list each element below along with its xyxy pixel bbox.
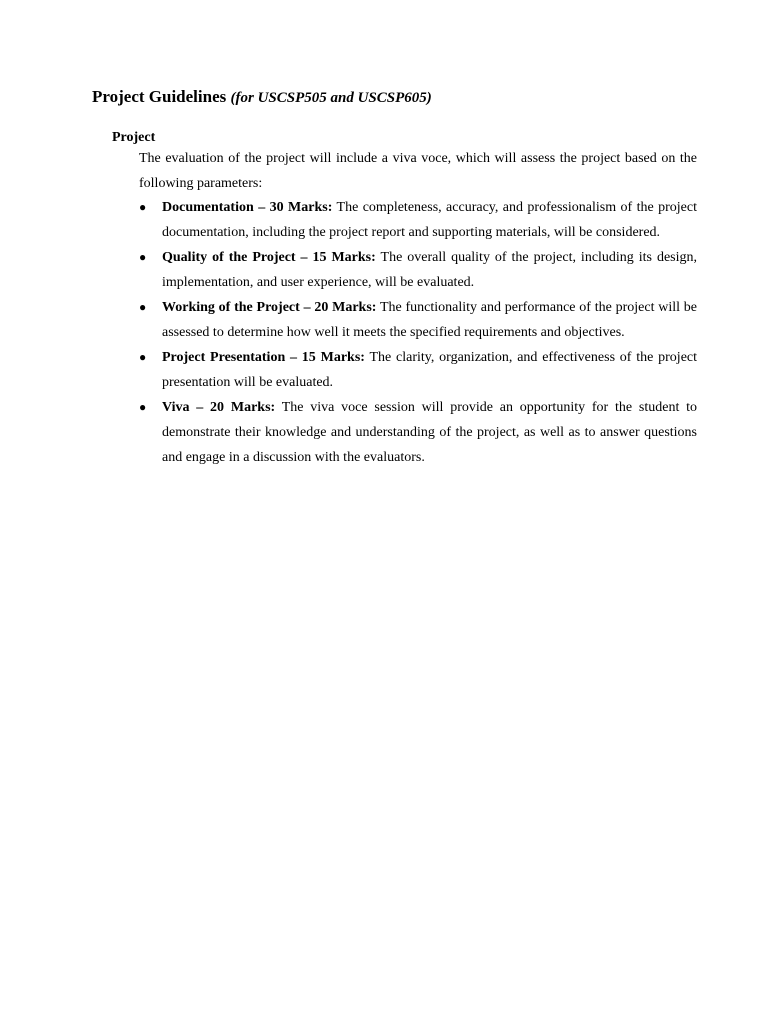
criterion-documentation <box>139 195 697 245</box>
bullet-icon: ● <box>139 250 147 264</box>
page-title <box>92 86 432 109</box>
criterion-quality <box>139 245 697 295</box>
criterion-label: Quality of the Project – 15 Marks: <box>162 250 376 265</box>
criterion-working <box>139 295 697 345</box>
criterion-label: Documentation – 30 Marks: <box>162 200 333 215</box>
criterion-label: Viva – 20 Marks: <box>162 400 276 415</box>
criteria-list <box>139 195 697 470</box>
bullet-icon: ● <box>139 400 147 414</box>
bullet-icon: ● <box>139 200 147 214</box>
criterion-label: Project Presentation – 15 Marks: <box>162 350 365 365</box>
criterion-description: The clarity, organization, and effectiveness of the project presentation will be evaluated. <box>162 350 698 390</box>
title-course-note: (for USCSP505 and USCSP605) <box>230 90 432 106</box>
intro-paragraph: The evaluation of the project will include a viva voce, which will assess the project based on the following parameters: <box>139 151 697 191</box>
criterion-description: The viva voce session will provide an opportunity for the student to demonstrate their knowledge and understanding of the project, as well as to answer questions and engage in a discussion with the evaluators. <box>162 400 698 465</box>
criterion-description: The functionality and performance of the project will be assessed to determine how well it meets the specified requirements and objectives. <box>162 300 697 340</box>
criterion-presentation <box>139 345 697 395</box>
bullet-icon: ● <box>139 300 147 314</box>
criterion-description: The overall quality of the project, including its design, implementation, and user experience, will be evaluated. <box>162 250 698 290</box>
criterion-viva <box>139 395 697 470</box>
criterion-description: The completeness, accuracy, and professionalism of the project documentation, including the project report and supporting materials, will be considered. <box>162 200 697 240</box>
section-heading: Project <box>112 130 156 145</box>
bullet-icon: ● <box>139 350 147 364</box>
title-text: Project Guidelines <box>92 87 227 106</box>
criterion-label: Working of the Project – 20 Marks: <box>162 300 377 315</box>
